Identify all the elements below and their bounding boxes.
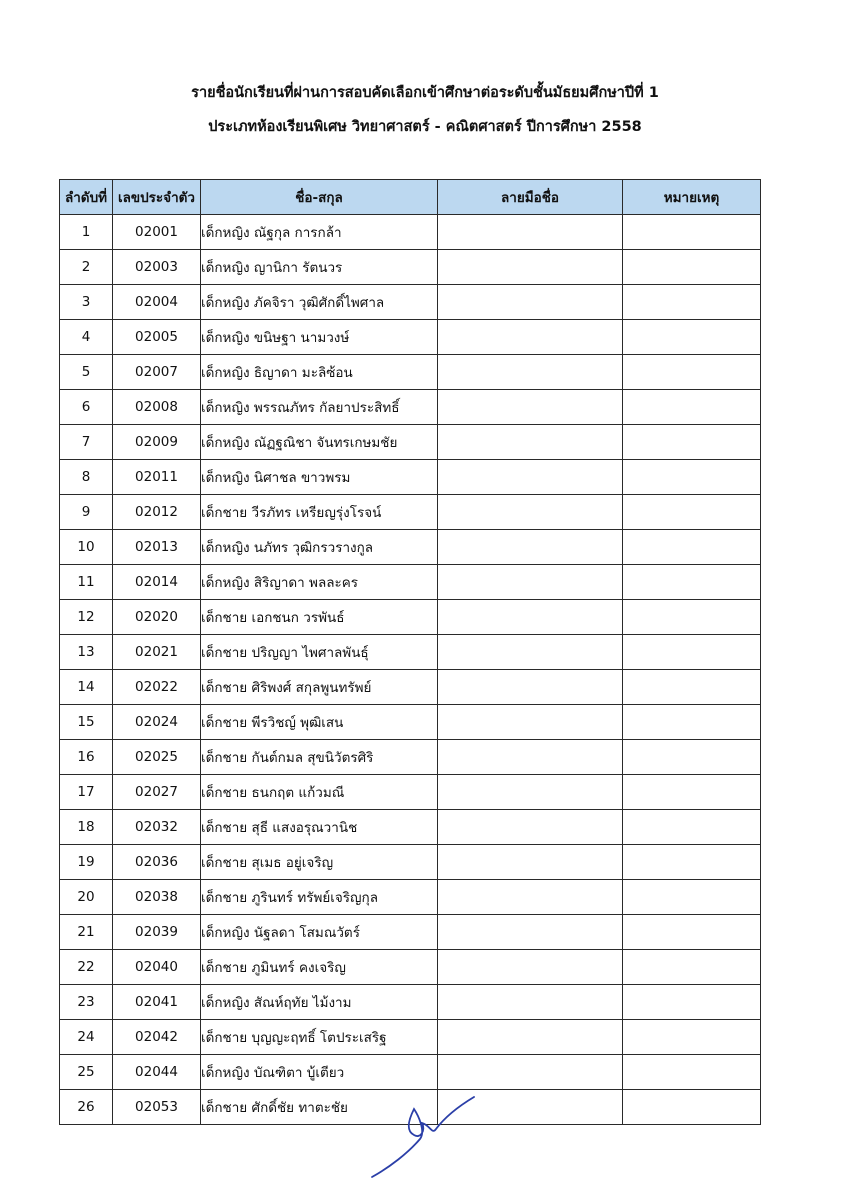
cell-full-name: เด็กหญิง ญานิกา รัตนวร bbox=[201, 250, 438, 285]
cell-student-id: 02027 bbox=[113, 775, 201, 810]
table-header-row bbox=[60, 180, 761, 215]
table-row bbox=[60, 740, 761, 775]
cell-order: 2 bbox=[60, 250, 113, 285]
cell-order: 24 bbox=[60, 1020, 113, 1055]
table-row bbox=[60, 355, 761, 390]
table-row bbox=[60, 390, 761, 425]
cell-order: 25 bbox=[60, 1055, 113, 1090]
cell-student-id: 02009 bbox=[113, 425, 201, 460]
cell-order: 19 bbox=[60, 845, 113, 880]
cell-signature bbox=[438, 670, 623, 705]
cell-full-name: เด็กชาย ภูรินทร์ ทรัพย์เจริญกุล bbox=[201, 880, 438, 915]
cell-order: 18 bbox=[60, 810, 113, 845]
table-row bbox=[60, 1020, 761, 1055]
cell-full-name: เด็กหญิง สิริญาดา พลละคร bbox=[201, 565, 438, 600]
cell-student-id: 02040 bbox=[113, 950, 201, 985]
cell-order: 26 bbox=[60, 1090, 113, 1125]
cell-full-name: เด็กหญิง ณัฐกุล การกล้า bbox=[201, 215, 438, 250]
cell-signature bbox=[438, 530, 623, 565]
cell-order: 6 bbox=[60, 390, 113, 425]
cell-remarks bbox=[623, 530, 761, 565]
cell-remarks bbox=[623, 425, 761, 460]
cell-full-name: เด็กชาย เอกชนก วรพันธ์ bbox=[201, 600, 438, 635]
cell-student-id: 02032 bbox=[113, 810, 201, 845]
table-row bbox=[60, 810, 761, 845]
cell-student-id: 02039 bbox=[113, 915, 201, 950]
table-row bbox=[60, 530, 761, 565]
table-row bbox=[60, 425, 761, 460]
cell-student-id: 02003 bbox=[113, 250, 201, 285]
cell-signature bbox=[438, 285, 623, 320]
cell-student-id: 02041 bbox=[113, 985, 201, 1020]
cell-full-name: เด็กหญิง ภัคจิรา วุฒิศักดิ์ไพศาล bbox=[201, 285, 438, 320]
cell-signature bbox=[438, 985, 623, 1020]
cell-order: 7 bbox=[60, 425, 113, 460]
cell-full-name: เด็กหญิง ณัฏฐณิชา จันทรเกษมชัย bbox=[201, 425, 438, 460]
cell-signature bbox=[438, 845, 623, 880]
cell-remarks bbox=[623, 355, 761, 390]
cell-student-id: 02044 bbox=[113, 1055, 201, 1090]
cell-signature bbox=[438, 810, 623, 845]
cell-remarks bbox=[623, 985, 761, 1020]
cell-remarks bbox=[623, 250, 761, 285]
cell-signature bbox=[438, 1055, 623, 1090]
cell-order: 3 bbox=[60, 285, 113, 320]
cell-remarks bbox=[623, 1090, 761, 1125]
table-row bbox=[60, 950, 761, 985]
cell-full-name: เด็กชาย ศิริพงศ์ สกุลพูนทรัพย์ bbox=[201, 670, 438, 705]
table-row bbox=[60, 705, 761, 740]
cell-student-id: 02013 bbox=[113, 530, 201, 565]
cell-full-name: เด็กชาย สุเมธ อยู่เจริญ bbox=[201, 845, 438, 880]
table-row bbox=[60, 1055, 761, 1090]
cell-student-id: 02022 bbox=[113, 670, 201, 705]
cell-remarks bbox=[623, 775, 761, 810]
cell-full-name: เด็กหญิง สัณห์ฤทัย ไม้งาม bbox=[201, 985, 438, 1020]
table-row bbox=[60, 285, 761, 320]
cell-student-id: 02011 bbox=[113, 460, 201, 495]
cell-student-id: 02036 bbox=[113, 845, 201, 880]
cell-remarks bbox=[623, 880, 761, 915]
cell-signature bbox=[438, 705, 623, 740]
cell-order: 14 bbox=[60, 670, 113, 705]
cell-order: 15 bbox=[60, 705, 113, 740]
cell-signature bbox=[438, 950, 623, 985]
table-row bbox=[60, 320, 761, 355]
cell-full-name: เด็กชาย วีรภัทร เหรียญรุ่งโรจน์ bbox=[201, 495, 438, 530]
cell-signature bbox=[438, 740, 623, 775]
cell-student-id: 02053 bbox=[113, 1090, 201, 1125]
cell-full-name: เด็กชาย ภูมินทร์ คงเจริญ bbox=[201, 950, 438, 985]
table-row bbox=[60, 495, 761, 530]
table-body bbox=[60, 215, 761, 1125]
cell-full-name: เด็กชาย บุญญะฤทธิ์ โตประเสริฐ bbox=[201, 1020, 438, 1055]
cell-order: 21 bbox=[60, 915, 113, 950]
cell-remarks bbox=[623, 600, 761, 635]
cell-student-id: 02014 bbox=[113, 565, 201, 600]
cell-remarks bbox=[623, 845, 761, 880]
table-row bbox=[60, 775, 761, 810]
cell-signature bbox=[438, 915, 623, 950]
handwritten-signature bbox=[370, 1095, 490, 1180]
cell-full-name: เด็กหญิง ธิญาดา มะลิซ้อน bbox=[201, 355, 438, 390]
cell-student-id: 02021 bbox=[113, 635, 201, 670]
cell-remarks bbox=[623, 460, 761, 495]
cell-full-name: เด็กหญิง นัฐลดา โสมณวัตร์ bbox=[201, 915, 438, 950]
cell-full-name: เด็กชาย กันต์กมล สุขนิวัตรศิริ bbox=[201, 740, 438, 775]
cell-order: 11 bbox=[60, 565, 113, 600]
cell-order: 1 bbox=[60, 215, 113, 250]
cell-student-id: 02038 bbox=[113, 880, 201, 915]
cell-order: 17 bbox=[60, 775, 113, 810]
cell-student-id: 02008 bbox=[113, 390, 201, 425]
cell-signature bbox=[438, 320, 623, 355]
cell-order: 8 bbox=[60, 460, 113, 495]
cell-signature bbox=[438, 880, 623, 915]
student-roster-table bbox=[59, 179, 761, 1125]
cell-order: 16 bbox=[60, 740, 113, 775]
cell-full-name: เด็กชาย สุธี แสงอรุณวานิช bbox=[201, 810, 438, 845]
cell-signature bbox=[438, 460, 623, 495]
cell-signature bbox=[438, 775, 623, 810]
cell-student-id: 02025 bbox=[113, 740, 201, 775]
cell-order: 23 bbox=[60, 985, 113, 1020]
cell-full-name: เด็กหญิง บัณฑิตา บู้เตียว bbox=[201, 1055, 438, 1090]
table-row bbox=[60, 600, 761, 635]
cell-order: 22 bbox=[60, 950, 113, 985]
cell-student-id: 02005 bbox=[113, 320, 201, 355]
cell-full-name: เด็กชาย พีรวิชญ์ พุฒิเสน bbox=[201, 705, 438, 740]
column-header-student-id: เลขประจำตัว bbox=[113, 180, 201, 215]
cell-full-name: เด็กหญิง ขนิษฐา นามวงษ์ bbox=[201, 320, 438, 355]
document-title-line-2: ประเภทห้องเรียนพิเศษ วิทยาศาสตร์ - คณิตศาสตร์ ปีการศึกษา 2558 bbox=[208, 119, 642, 135]
cell-signature bbox=[438, 600, 623, 635]
cell-order: 4 bbox=[60, 320, 113, 355]
table-row bbox=[60, 565, 761, 600]
cell-signature bbox=[438, 250, 623, 285]
cell-remarks bbox=[623, 1020, 761, 1055]
cell-signature bbox=[438, 565, 623, 600]
table-row bbox=[60, 460, 761, 495]
column-header-order: ลำดับที่ bbox=[60, 180, 113, 215]
cell-student-id: 02007 bbox=[113, 355, 201, 390]
table-row bbox=[60, 215, 761, 250]
cell-signature bbox=[438, 495, 623, 530]
cell-signature bbox=[438, 390, 623, 425]
cell-student-id: 02004 bbox=[113, 285, 201, 320]
cell-student-id: 02042 bbox=[113, 1020, 201, 1055]
cell-remarks bbox=[623, 215, 761, 250]
cell-signature bbox=[438, 1020, 623, 1055]
cell-remarks bbox=[623, 915, 761, 950]
table-row bbox=[60, 845, 761, 880]
cell-order: 13 bbox=[60, 635, 113, 670]
table-row bbox=[60, 985, 761, 1020]
cell-full-name: เด็กชาย ศักดิ์ชัย ทาตะชัย bbox=[201, 1090, 438, 1125]
cell-signature bbox=[438, 215, 623, 250]
cell-remarks bbox=[623, 1055, 761, 1090]
cell-remarks bbox=[623, 495, 761, 530]
cell-order: 5 bbox=[60, 355, 113, 390]
cell-remarks bbox=[623, 320, 761, 355]
table-row bbox=[60, 250, 761, 285]
cell-full-name: เด็กชาย ธนกฤต แก้วมณี bbox=[201, 775, 438, 810]
cell-signature bbox=[438, 425, 623, 460]
cell-full-name: เด็กหญิง นิศาชล ขาวพรม bbox=[201, 460, 438, 495]
cell-remarks bbox=[623, 635, 761, 670]
cell-order: 10 bbox=[60, 530, 113, 565]
cell-remarks bbox=[623, 810, 761, 845]
cell-signature bbox=[438, 355, 623, 390]
table-row bbox=[60, 880, 761, 915]
table-row bbox=[60, 670, 761, 705]
cell-remarks bbox=[623, 705, 761, 740]
cell-order: 20 bbox=[60, 880, 113, 915]
column-header-remarks: หมายเหตุ bbox=[623, 180, 761, 215]
cell-full-name: เด็กหญิง นภัทร วุฒิกรวรางกูล bbox=[201, 530, 438, 565]
cell-remarks bbox=[623, 950, 761, 985]
document-title-line-1: รายชื่อนักเรียนที่ผ่านการสอบคัดเลือกเข้าศึกษาต่อระดับชั้นมัธยมศึกษาปีที่ 1 bbox=[191, 85, 659, 101]
cell-student-id: 02020 bbox=[113, 600, 201, 635]
table-row bbox=[60, 635, 761, 670]
cell-student-id: 02012 bbox=[113, 495, 201, 530]
cell-order: 12 bbox=[60, 600, 113, 635]
column-header-full-name: ชื่อ-สกุล bbox=[201, 180, 438, 215]
cell-student-id: 02001 bbox=[113, 215, 201, 250]
column-header-signature: ลายมือชื่อ bbox=[438, 180, 623, 215]
cell-remarks bbox=[623, 670, 761, 705]
cell-full-name: เด็กหญิง พรรณภัทร กัลยาประสิทธิ์ bbox=[201, 390, 438, 425]
table-row bbox=[60, 915, 761, 950]
cell-order: 9 bbox=[60, 495, 113, 530]
cell-remarks bbox=[623, 740, 761, 775]
cell-remarks bbox=[623, 565, 761, 600]
cell-signature bbox=[438, 635, 623, 670]
cell-remarks bbox=[623, 285, 761, 320]
cell-full-name: เด็กชาย ปริญญา ไพศาลพันธุ์ bbox=[201, 635, 438, 670]
cell-remarks bbox=[623, 390, 761, 425]
cell-student-id: 02024 bbox=[113, 705, 201, 740]
